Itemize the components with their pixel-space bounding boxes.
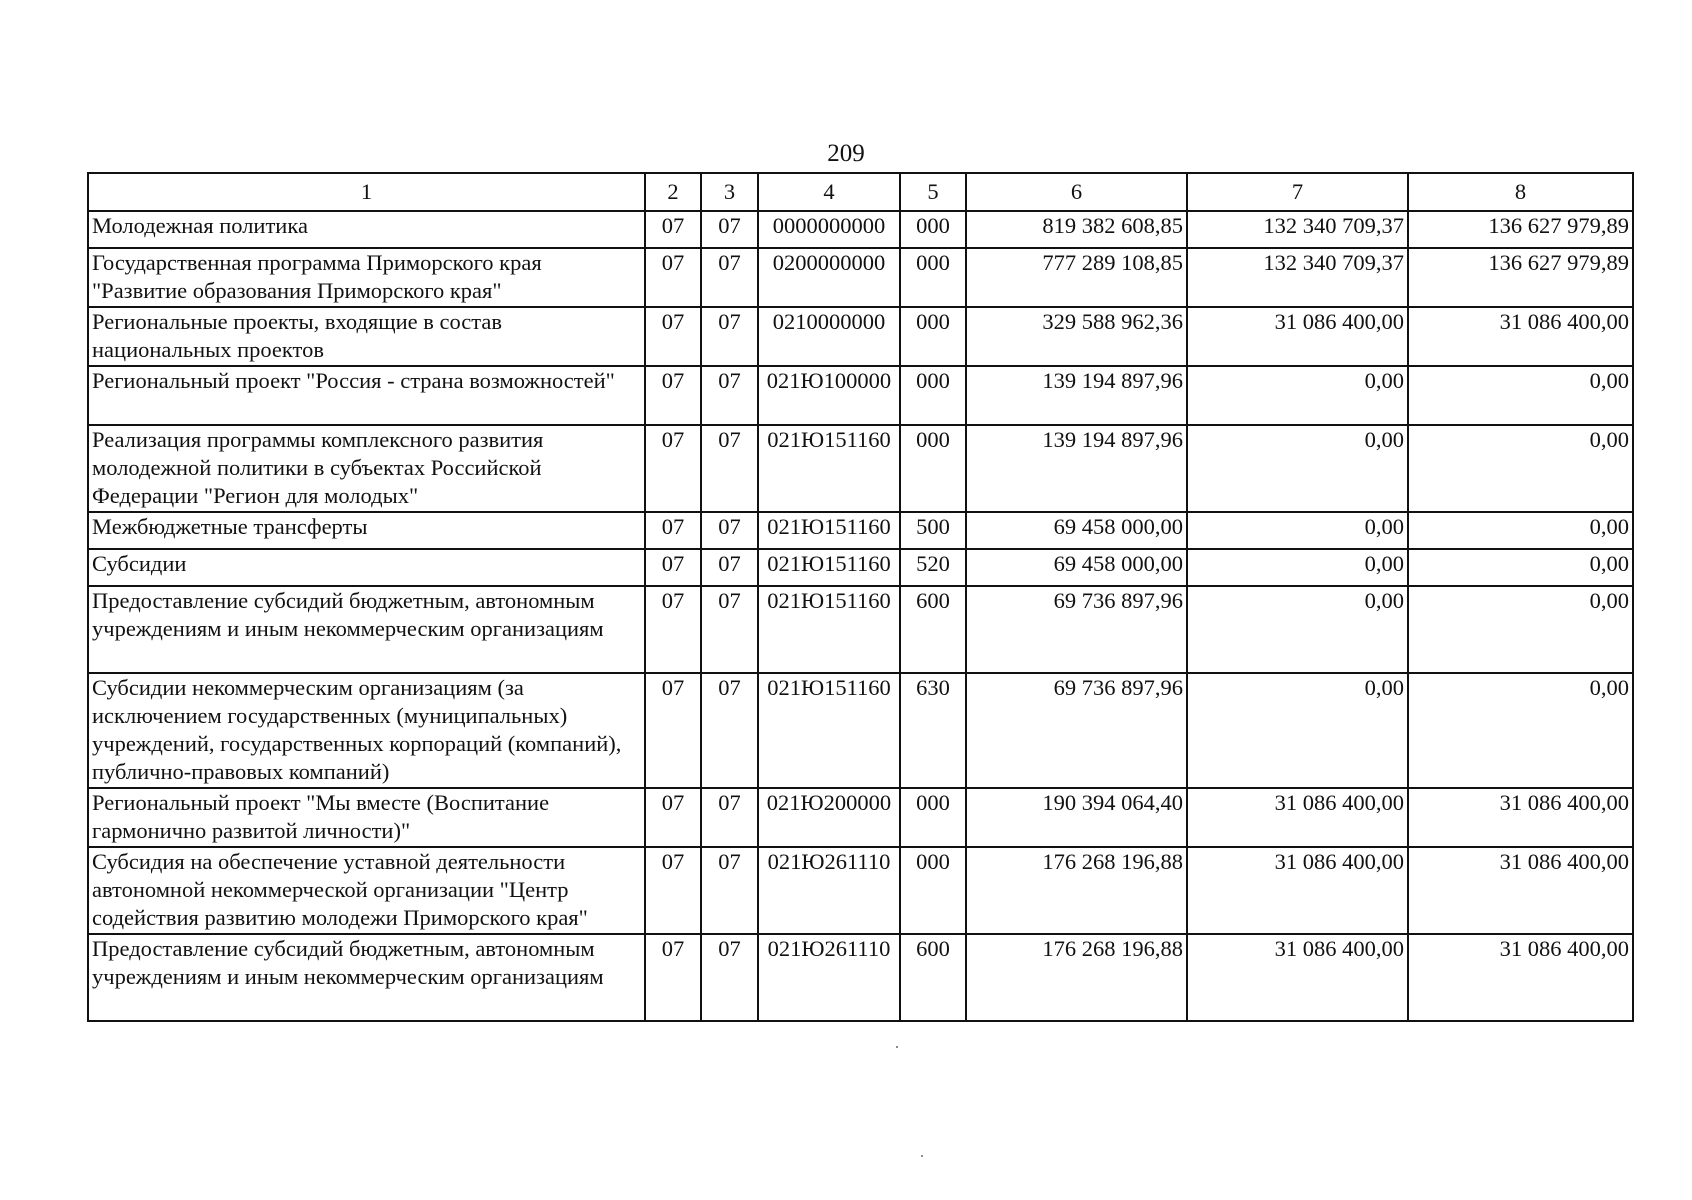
section-code: 07 (645, 586, 701, 673)
amount-col-7: 31 086 400,00 (1187, 847, 1408, 934)
section-code: 07 (645, 307, 701, 366)
subsection-code: 07 (701, 549, 758, 586)
row-name: Реализация программы комплексного развития молодежной политики в субъектах Российской Федерации "Регион для молодых" (88, 425, 645, 512)
subsection-code: 07 (701, 211, 758, 248)
amount-col-8: 0,00 (1408, 586, 1633, 673)
amount-col-7: 132 340 709,37 (1187, 248, 1408, 307)
target-article-code: 0200000000 (758, 248, 900, 307)
expense-type-code: 500 (900, 512, 966, 549)
section-code: 07 (645, 366, 701, 425)
amount-col-8: 0,00 (1408, 549, 1633, 586)
section-code: 07 (645, 673, 701, 788)
amount-col-7: 0,00 (1187, 586, 1408, 673)
target-article-code: 021Ю261110 (758, 934, 900, 1021)
amount-col-6: 69 458 000,00 (966, 512, 1187, 549)
amount-col-8: 31 086 400,00 (1408, 788, 1633, 847)
expense-type-code: 630 (900, 673, 966, 788)
expense-type-code: 000 (900, 366, 966, 425)
amount-col-7: 31 086 400,00 (1187, 307, 1408, 366)
amount-col-8: 0,00 (1408, 366, 1633, 425)
amount-col-8: 136 627 979,89 (1408, 211, 1633, 248)
expense-type-code: 000 (900, 307, 966, 366)
header-cell: 7 (1187, 173, 1408, 211)
expense-type-code: 000 (900, 425, 966, 512)
table-row (88, 248, 1633, 307)
header-cell: 3 (701, 173, 758, 211)
amount-col-7: 0,00 (1187, 549, 1408, 586)
target-article-code: 021Ю151160 (758, 549, 900, 586)
budget-table (87, 172, 1634, 1022)
expense-type-code: 520 (900, 549, 966, 586)
header-cell: 6 (966, 173, 1187, 211)
subsection-code: 07 (701, 673, 758, 788)
table-row (88, 549, 1633, 586)
amount-col-8: 31 086 400,00 (1408, 934, 1633, 1021)
table-row (88, 586, 1633, 673)
amount-col-6: 69 736 897,96 (966, 673, 1187, 788)
amount-col-6: 329 588 962,36 (966, 307, 1187, 366)
scan-speck (896, 1046, 898, 1048)
expense-type-code: 000 (900, 248, 966, 307)
expense-type-code: 600 (900, 586, 966, 673)
subsection-code: 07 (701, 934, 758, 1021)
header-cell: 8 (1408, 173, 1633, 211)
target-article-code: 0210000000 (758, 307, 900, 366)
header-cell: 5 (900, 173, 966, 211)
row-name: Субсидия на обеспечение уставной деятельности автономной некоммерческой организации "Центр содействия развитию молодежи Приморского края" (88, 847, 645, 934)
scan-speck (921, 1155, 923, 1157)
amount-col-6: 176 268 196,88 (966, 847, 1187, 934)
subsection-code: 07 (701, 788, 758, 847)
table-row (88, 211, 1633, 248)
target-article-code: 021Ю100000 (758, 366, 900, 425)
amount-col-6: 176 268 196,88 (966, 934, 1187, 1021)
target-article-code: 021Ю200000 (758, 788, 900, 847)
section-code: 07 (645, 847, 701, 934)
amount-col-7: 31 086 400,00 (1187, 934, 1408, 1021)
amount-col-7: 132 340 709,37 (1187, 211, 1408, 248)
expense-type-code: 000 (900, 847, 966, 934)
section-code: 07 (645, 512, 701, 549)
expense-type-code: 600 (900, 934, 966, 1021)
section-code: 07 (645, 549, 701, 586)
amount-col-7: 0,00 (1187, 366, 1408, 425)
amount-col-7: 31 086 400,00 (1187, 788, 1408, 847)
target-article-code: 021Ю151160 (758, 586, 900, 673)
subsection-code: 07 (701, 307, 758, 366)
subsection-code: 07 (701, 425, 758, 512)
row-name: Региональный проект "Мы вместе (Воспитание гармонично развитой личности)" (88, 788, 645, 847)
target-article-code: 021Ю151160 (758, 673, 900, 788)
amount-col-8: 31 086 400,00 (1408, 307, 1633, 366)
header-cell: 4 (758, 173, 900, 211)
amount-col-8: 0,00 (1408, 512, 1633, 549)
row-name: Государственная программа Приморского края "Развитие образования Приморского края" (88, 248, 645, 307)
row-name: Субсидии (88, 549, 645, 586)
table-row (88, 847, 1633, 934)
target-article-code: 021Ю151160 (758, 512, 900, 549)
section-code: 07 (645, 211, 701, 248)
table-row (88, 307, 1633, 366)
subsection-code: 07 (701, 586, 758, 673)
row-name: Субсидии некоммерческим организациям (за исключением государственных (муниципальных) учреждений, государственных корпораций (компаний), публично-правовых компаний) (88, 673, 645, 788)
table-row (88, 934, 1633, 1021)
amount-col-6: 69 458 000,00 (966, 549, 1187, 586)
header-row (88, 173, 1633, 211)
row-name: Предоставление субсидий бюджетным, автономным учреждениям и иным некоммерческим организациям (88, 934, 645, 1021)
amount-col-6: 139 194 897,96 (966, 366, 1187, 425)
section-code: 07 (645, 425, 701, 512)
amount-col-7: 0,00 (1187, 512, 1408, 549)
amount-col-8: 136 627 979,89 (1408, 248, 1633, 307)
amount-col-8: 0,00 (1408, 673, 1633, 788)
page-number: 209 (827, 140, 865, 167)
section-code: 07 (645, 788, 701, 847)
section-code: 07 (645, 934, 701, 1021)
header-cell: 1 (88, 173, 645, 211)
target-article-code: 0000000000 (758, 211, 900, 248)
amount-col-6: 819 382 608,85 (966, 211, 1187, 248)
row-name: Молодежная политика (88, 211, 645, 248)
row-name: Межбюджетные трансферты (88, 512, 645, 549)
expense-type-code: 000 (900, 211, 966, 248)
amount-col-7: 0,00 (1187, 425, 1408, 512)
row-name: Предоставление субсидий бюджетным, автономным учреждениям и иным некоммерческим организациям (88, 586, 645, 673)
subsection-code: 07 (701, 366, 758, 425)
row-name: Региональный проект "Россия - страна возможностей" (88, 366, 645, 425)
amount-col-6: 190 394 064,40 (966, 788, 1187, 847)
amount-col-8: 31 086 400,00 (1408, 847, 1633, 934)
amount-col-6: 69 736 897,96 (966, 586, 1187, 673)
subsection-code: 07 (701, 512, 758, 549)
expense-type-code: 000 (900, 788, 966, 847)
amount-col-7: 0,00 (1187, 673, 1408, 788)
table-row (88, 512, 1633, 549)
amount-col-8: 0,00 (1408, 425, 1633, 512)
subsection-code: 07 (701, 847, 758, 934)
amount-col-6: 139 194 897,96 (966, 425, 1187, 512)
target-article-code: 021Ю151160 (758, 425, 900, 512)
table-row (88, 366, 1633, 425)
subsection-code: 07 (701, 248, 758, 307)
table-row (88, 425, 1633, 512)
table-row (88, 788, 1633, 847)
target-article-code: 021Ю261110 (758, 847, 900, 934)
table-row (88, 673, 1633, 788)
section-code: 07 (645, 248, 701, 307)
header-cell: 2 (645, 173, 701, 211)
amount-col-6: 777 289 108,85 (966, 248, 1187, 307)
row-name: Региональные проекты, входящие в состав национальных проектов (88, 307, 645, 366)
